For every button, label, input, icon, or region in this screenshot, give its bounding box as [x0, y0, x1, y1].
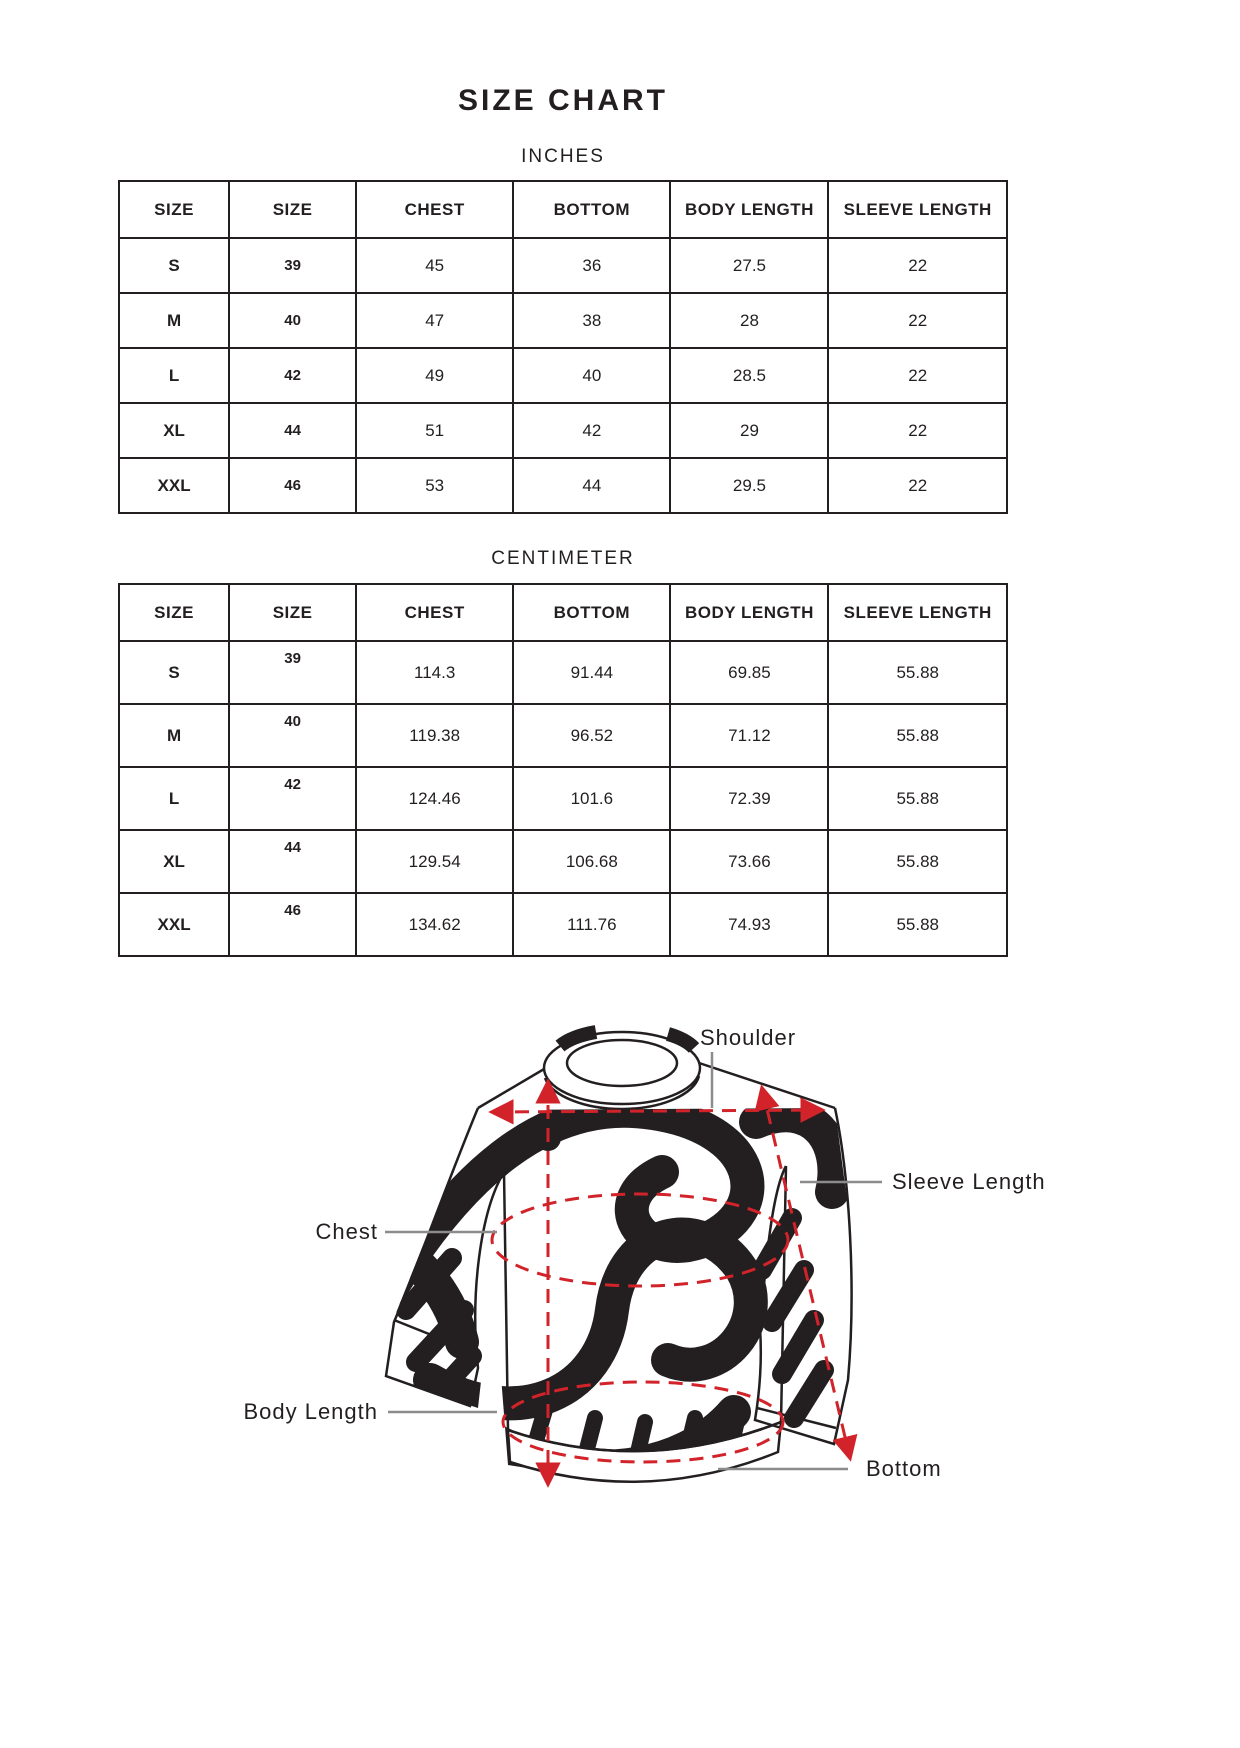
- column-header: BODY LENGTH: [670, 584, 828, 641]
- column-header: SIZE: [229, 584, 356, 641]
- table-cell: 134.62: [356, 893, 513, 956]
- table-cell: 42: [229, 348, 356, 403]
- column-header: SLEEVE LENGTH: [828, 181, 1007, 238]
- table-cell: 71.12: [670, 704, 828, 767]
- column-header: SIZE: [229, 181, 356, 238]
- column-header: SLEEVE LENGTH: [828, 584, 1007, 641]
- table-cell: L: [119, 348, 229, 403]
- table-cell: 28.5: [670, 348, 828, 403]
- table-cell: 42: [513, 403, 670, 458]
- page-title: SIZE CHART: [458, 84, 668, 117]
- table-cell: XXL: [119, 893, 229, 956]
- table-cell: 44: [513, 458, 670, 513]
- table-cell: 22: [828, 458, 1007, 513]
- table-cell: 42: [229, 767, 356, 830]
- header-row: [119, 584, 1007, 641]
- table-cell: 55.88: [828, 641, 1007, 704]
- body-length-label: Body Length: [243, 1399, 378, 1424]
- table-cell: 101.6: [513, 767, 670, 830]
- table-cell: 22: [828, 293, 1007, 348]
- centimeter-heading: CENTIMETER: [491, 548, 635, 569]
- table-cell: 55.88: [828, 704, 1007, 767]
- table-cell: 29.5: [670, 458, 828, 513]
- sweatshirt-measure-illustration: [0, 960, 1240, 1600]
- table-row: [119, 767, 1007, 830]
- table-cell: S: [119, 238, 229, 293]
- column-header: CHEST: [356, 181, 513, 238]
- table-cell: 106.68: [513, 830, 670, 893]
- table-row: [119, 293, 1007, 348]
- table-row: [119, 458, 1007, 513]
- shoulder-label: Shoulder: [700, 1025, 797, 1050]
- table-cell: XL: [119, 830, 229, 893]
- measurement-diagram: [0, 960, 1240, 1600]
- table-cell: 22: [828, 238, 1007, 293]
- table-cell: 55.88: [828, 893, 1007, 956]
- column-header: BODY LENGTH: [670, 181, 828, 238]
- table-cell: S: [119, 641, 229, 704]
- table-cell: 40: [229, 704, 356, 767]
- table-cell: 73.66: [670, 830, 828, 893]
- size-chart-page: [118, 0, 1008, 957]
- table-cell: 91.44: [513, 641, 670, 704]
- table-cell: 46: [229, 893, 356, 956]
- chest-label: Chest: [315, 1219, 378, 1244]
- table-cell: 129.54: [356, 830, 513, 893]
- table-cell: 44: [229, 830, 356, 893]
- table-row: [119, 238, 1007, 293]
- table-cell: 53: [356, 458, 513, 513]
- table-cell: 45: [356, 238, 513, 293]
- table-cell: 96.52: [513, 704, 670, 767]
- table-cell: 49: [356, 348, 513, 403]
- table-cell: 29: [670, 403, 828, 458]
- table-cell: 40: [513, 348, 670, 403]
- table-row: [119, 348, 1007, 403]
- table-row: [119, 704, 1007, 767]
- table-cell: 22: [828, 403, 1007, 458]
- table-cell: L: [119, 767, 229, 830]
- table-cell: 51: [356, 403, 513, 458]
- table-cell: 72.39: [670, 767, 828, 830]
- table-cell: 27.5: [670, 238, 828, 293]
- table-cell: 74.93: [670, 893, 828, 956]
- table-row: [119, 830, 1007, 893]
- inches-size-table: [118, 180, 1008, 514]
- table-cell: M: [119, 704, 229, 767]
- table-row: [119, 893, 1007, 956]
- table-cell: 55.88: [828, 767, 1007, 830]
- bottom-label: Bottom: [866, 1456, 942, 1481]
- table-cell: XXL: [119, 458, 229, 513]
- table-cell: 44: [229, 403, 356, 458]
- column-header: SIZE: [119, 584, 229, 641]
- table-row: [119, 403, 1007, 458]
- table-cell: 111.76: [513, 893, 670, 956]
- table-cell: 124.46: [356, 767, 513, 830]
- table-cell: 39: [229, 238, 356, 293]
- sleeve-length-label: Sleeve Length: [892, 1169, 1046, 1194]
- shoulder-measure-line: [492, 1110, 822, 1112]
- table-cell: 38: [513, 293, 670, 348]
- column-header: BOTTOM: [513, 181, 670, 238]
- table-cell: 46: [229, 458, 356, 513]
- table-cell: 47: [356, 293, 513, 348]
- table-cell: 22: [828, 348, 1007, 403]
- table-cell: 114.3: [356, 641, 513, 704]
- column-header: BOTTOM: [513, 584, 670, 641]
- centimeter-size-table: [118, 583, 1008, 957]
- table-cell: 36: [513, 238, 670, 293]
- inches-heading: INCHES: [521, 146, 605, 167]
- table-row: [119, 641, 1007, 704]
- header-row: [119, 181, 1007, 238]
- table-cell: M: [119, 293, 229, 348]
- table-cell: 55.88: [828, 830, 1007, 893]
- table-cell: 28: [670, 293, 828, 348]
- table-cell: 69.85: [670, 641, 828, 704]
- column-header: CHEST: [356, 584, 513, 641]
- table-cell: XL: [119, 403, 229, 458]
- table-cell: 39: [229, 641, 356, 704]
- column-header: SIZE: [119, 181, 229, 238]
- table-cell: 40: [229, 293, 356, 348]
- table-cell: 119.38: [356, 704, 513, 767]
